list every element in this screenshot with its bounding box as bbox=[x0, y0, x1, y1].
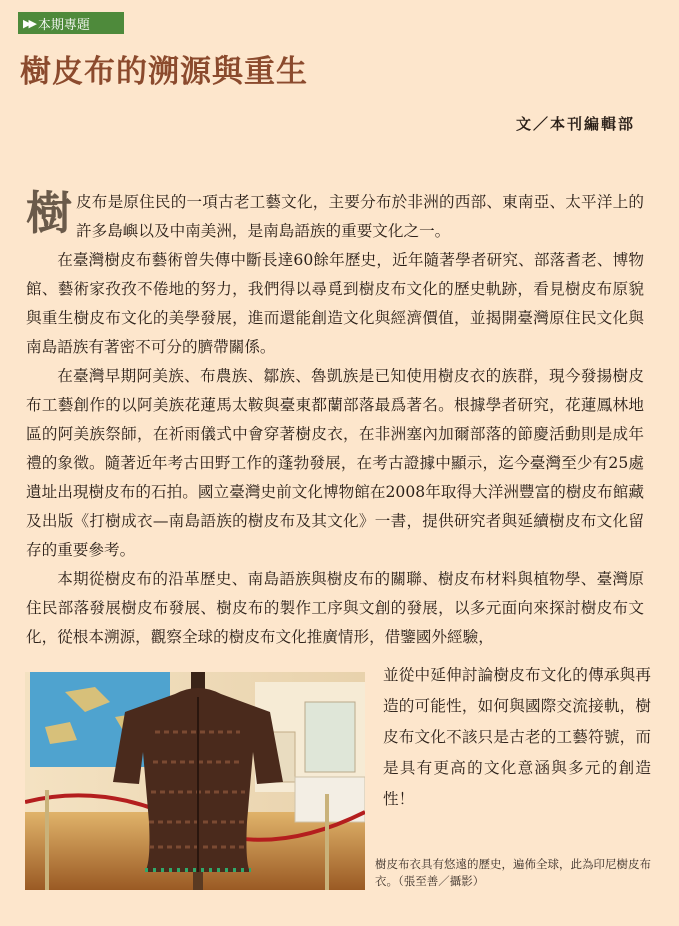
paragraph-1 bbox=[26, 188, 644, 246]
article-continuation: 並從中延伸討論樹皮布文化的傳承與再造的可能性，如何與國際交流接軌，樹皮布文化不該只是古老的工藝符號，而是具有更高的文化意涵與多元的創造性！ bbox=[383, 666, 651, 808]
article-title: 樹皮布的溯源與重生 bbox=[20, 54, 308, 90]
paragraph-1-text: 皮布是原住民的一項古老工藝文化，主要分布於非洲的西部、東南亞、太平洋上的許多島嶼以及中南美洲，是南島語族的重要文化之一。 bbox=[76, 193, 644, 240]
paragraph-4: 本期從樹皮布的沿革歷史、南島語族與樹皮布的關聯、樹皮布材料與植物學、臺灣原住民部落發展樹皮布發展、樹皮布的製作工序與文創的發展，以多元面向來探討樹皮布文化，從根本溯源，觀察全球的樹皮布文化推廣情形，借鑒國外經驗， bbox=[26, 570, 644, 646]
photo-caption: 樹皮布衣具有悠遠的歷史，遍佈全球，此為印尼樹皮布衣。（張至善／攝影） bbox=[375, 857, 651, 888]
byline: 文／本刊編輯部 bbox=[515, 115, 635, 133]
museum-display-illustration bbox=[25, 672, 365, 890]
section-tag-label: 本期專題 bbox=[37, 17, 90, 33]
paragraph-3: 在臺灣早期阿美族、布農族、鄒族、魯凱族是已知使用樹皮衣的族群，現今發揚樹皮布工藝創作的以阿美族花蓮馬太鞍與臺東都蘭部落最爲著名。根據學者研究，花蓮鳳林地區的阿美族祭師，在祈雨儀式中會穿著樹皮衣，在非洲塞內加爾部落的節慶活動則是成年禮的象徵。隨著近年考古田野工作的蓬勃發展，在考古證據中顯示，迄今臺灣至少有25處遺址出現樹皮布的石拍。國立臺灣史前文化博物館在2008年取得大洋洲豐富的樹皮布館藏及出版《打樹成衣—南島語族的樹皮布及其文化》一書，提供研究者與延續樹皮布文化留存的重要參考。 bbox=[26, 367, 644, 559]
drop-cap: 樹 bbox=[26, 186, 72, 240]
section-tag bbox=[18, 12, 124, 34]
bark-cloth-photo bbox=[25, 672, 365, 890]
article-body bbox=[26, 188, 644, 652]
paragraph-2: 在臺灣樹皮布藝術曾失傳中斷長達60餘年歷史，近年隨著學者研究、部落耆老、博物館、藝術家孜孜不倦地的努力，我們得以尋覓到樹皮布文化的歷史軌跡，看見樹皮布原貌與重生樹皮布文化的美學發展，進而還能創造文化與經濟價值，並揭開臺灣原住民文化與南島語族有著密不可分的臍帶關係。 bbox=[26, 251, 644, 356]
double-chevron-icon: ▶▶ bbox=[23, 16, 34, 30]
